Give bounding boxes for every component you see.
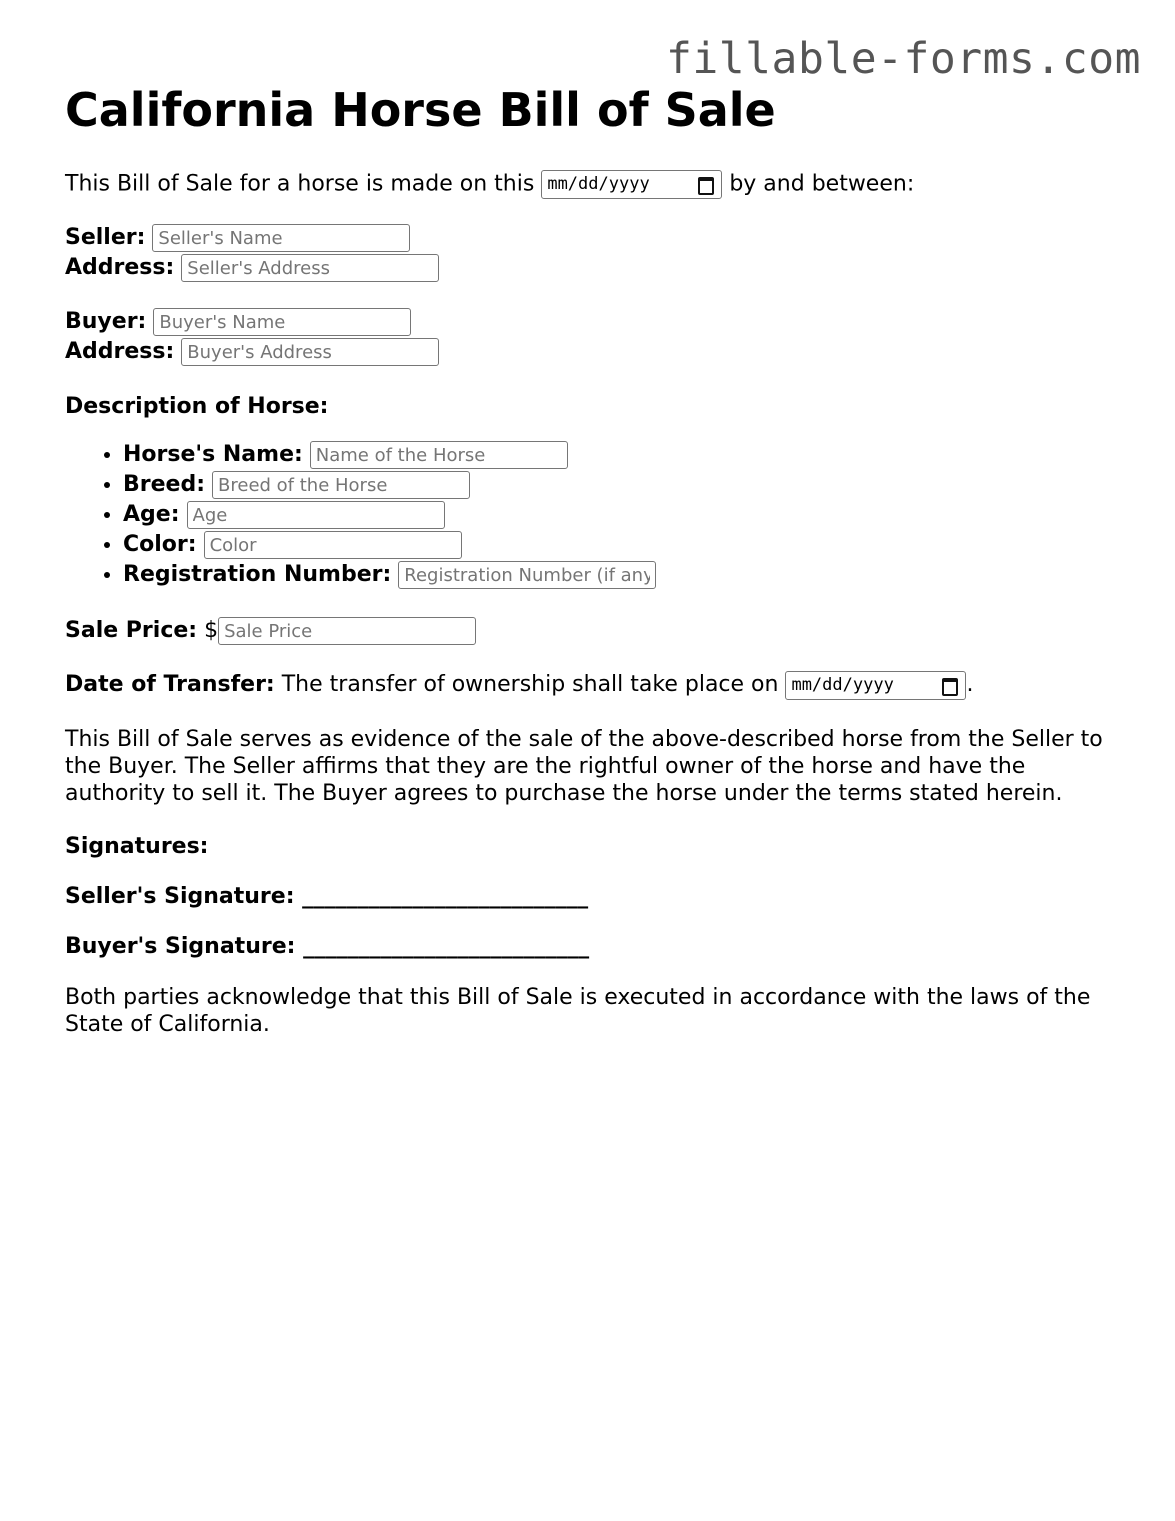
buyer-signature-label: Buyer's Signature: <box>65 934 296 959</box>
breed-label: Breed: <box>123 472 206 497</box>
seller-name-label: Seller: <box>65 225 146 250</box>
calendar-icon[interactable] <box>942 678 958 696</box>
seller-signature-row <box>65 883 1125 910</box>
seller-address-input[interactable] <box>181 254 439 282</box>
transfer-row <box>65 670 1125 700</box>
buyer-name-row <box>65 307 1125 337</box>
seller-signature-line[interactable]: __________________________ <box>302 884 589 909</box>
intro-prefix: This Bill of Sale for a horse is made on this <box>65 171 535 197</box>
seller-section <box>65 223 1125 283</box>
buyer-section <box>65 307 1125 367</box>
currency-symbol: $ <box>204 618 219 643</box>
transfer-text: The transfer of ownership shall take place on <box>281 672 779 697</box>
buyer-signature-line[interactable]: __________________________ <box>303 934 590 959</box>
seller-address-label: Address: <box>65 255 175 280</box>
buyer-address-input[interactable] <box>181 338 439 366</box>
list-item <box>123 560 1125 590</box>
buyer-address-label: Address: <box>65 339 175 364</box>
list-item <box>123 470 1125 500</box>
registration-number-input[interactable] <box>398 561 656 589</box>
sale-date-placeholder: mm/dd/yyyy <box>547 174 650 194</box>
transfer-date-placeholder: mm/dd/yyyy <box>791 674 894 695</box>
horse-name-label: Horse's Name: <box>123 442 303 467</box>
transfer-period: . <box>966 672 974 697</box>
buyer-address-row <box>65 337 1125 367</box>
age-input[interactable] <box>187 501 445 529</box>
seller-signature-label: Seller's Signature: <box>65 884 295 909</box>
color-label: Color: <box>123 532 197 557</box>
bill-of-sale-form <box>65 80 1125 1038</box>
statement-paragraph: This Bill of Sale serves as evidence of the sale of the above-described horse from the Seller to the Buyer. The Seller affirms that they are the rightful owner of the horse and have the authority to sell it. The Buyer agrees to purchase the horse under the terms stated herein. <box>65 727 1103 806</box>
seller-name-row <box>65 223 1125 253</box>
horse-description-list <box>65 440 1125 590</box>
age-label: Age: <box>123 502 180 527</box>
sale-price-row <box>65 616 1125 646</box>
breed-input[interactable] <box>212 471 470 499</box>
horse-name-input[interactable] <box>310 441 568 469</box>
intro-line <box>65 170 1125 199</box>
seller-name-input[interactable] <box>152 224 410 252</box>
transfer-label: Date of Transfer: <box>65 672 275 697</box>
buyer-name-label: Buyer: <box>65 309 147 334</box>
closing-paragraph: Both parties acknowledge that this Bill of Sale is executed in accordance with the laws of the State of California. <box>65 985 1091 1037</box>
buyer-signature-row <box>65 933 1125 960</box>
list-item <box>123 500 1125 530</box>
color-input[interactable] <box>204 531 462 559</box>
site-watermark: fillable-forms.com <box>666 34 1141 84</box>
transfer-date-input[interactable] <box>785 671 966 700</box>
registration-number-label: Registration Number: <box>123 562 392 587</box>
list-item <box>123 440 1125 470</box>
intro-suffix: by and between: <box>729 171 915 197</box>
sale-price-input[interactable] <box>218 617 476 645</box>
page-title: California Horse Bill of Sale <box>65 83 776 137</box>
buyer-name-input[interactable] <box>153 308 411 336</box>
list-item <box>123 530 1125 560</box>
description-heading: Description of Horse: <box>65 394 329 419</box>
calendar-icon[interactable] <box>698 177 714 195</box>
seller-address-row <box>65 253 1125 283</box>
sale-date-input[interactable] <box>541 170 722 199</box>
signatures-heading: Signatures: <box>65 834 209 859</box>
sale-price-label: Sale Price: <box>65 618 198 643</box>
